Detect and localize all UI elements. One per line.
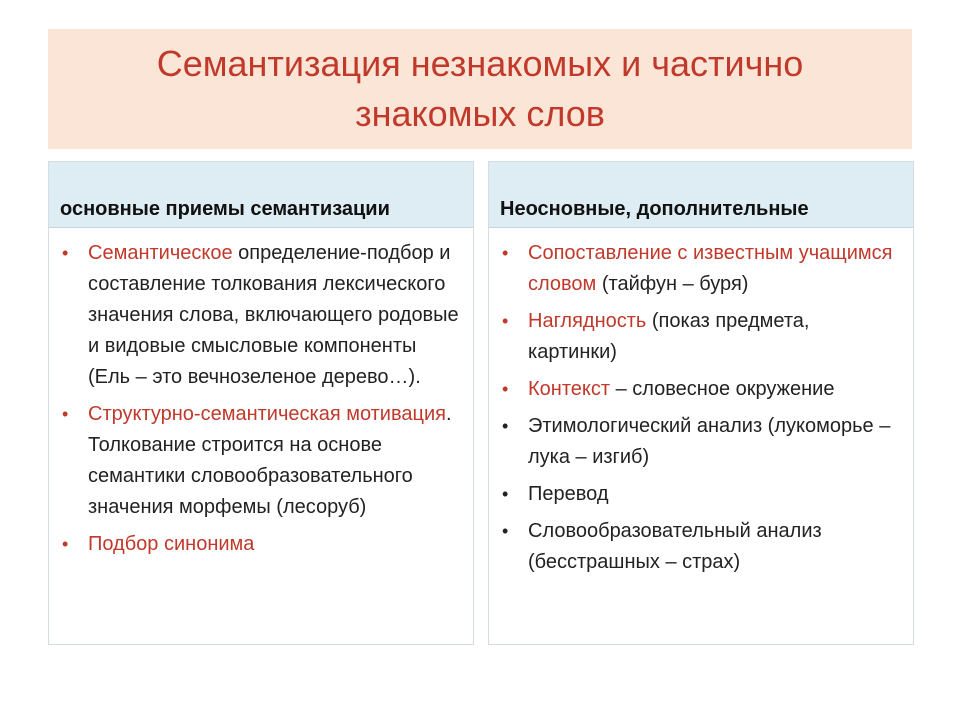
item-text: (показ предмета, картинки) <box>528 310 810 363</box>
additional-methods-list <box>489 228 913 578</box>
item-highlight: Сопоставление с известным учащимся словом <box>528 242 893 295</box>
item-text: Этимологический анализ (лукоморье – лука – изгиб) <box>528 415 891 468</box>
column-header <box>49 162 473 228</box>
column-header-label: основные приемы семантизации <box>60 198 390 220</box>
list-item <box>502 374 903 405</box>
item-text: Словообразовательный анализ (бесстрашных – страх) <box>528 520 822 573</box>
title-line-2: знакомых слов <box>355 93 605 134</box>
list-item <box>502 516 903 578</box>
item-text: (тайфун – буря) <box>596 273 749 295</box>
item-highlight: Контекст <box>528 378 611 400</box>
item-text: Перевод <box>528 483 609 505</box>
list-item <box>502 306 903 368</box>
item-text: . Толкование строится на основе семантики словообразовательного значения морфемы (лесоруб) <box>88 403 452 518</box>
list-item <box>502 238 903 300</box>
item-highlight: Подбор синонима <box>88 533 255 555</box>
item-highlight: Семантическое <box>88 242 233 264</box>
item-text: – словесное окружение <box>610 378 835 400</box>
list-item <box>502 479 903 510</box>
item-highlight: Наглядность <box>528 310 647 332</box>
main-methods-column <box>48 161 474 645</box>
list-item <box>62 529 463 560</box>
list-item <box>62 399 463 523</box>
list-item <box>62 238 463 393</box>
title-banner <box>48 29 912 149</box>
item-highlight: Структурно-семантическая мотивация <box>88 403 446 425</box>
item-text: определение-подбор и составление толкования лексического значения слова, включающего родовые и видовые смысловые компоненты (Ель – это вечнозеленое дерево…). <box>88 242 459 388</box>
main-methods-list <box>49 228 473 560</box>
slide-title <box>157 39 804 139</box>
column-header <box>489 162 913 228</box>
list-item <box>502 411 903 473</box>
title-line-1: Семантизация незнакомых и частично <box>156 43 804 84</box>
column-header-label: Неосновные, дополнительные <box>500 198 809 220</box>
additional-methods-column <box>488 161 914 645</box>
